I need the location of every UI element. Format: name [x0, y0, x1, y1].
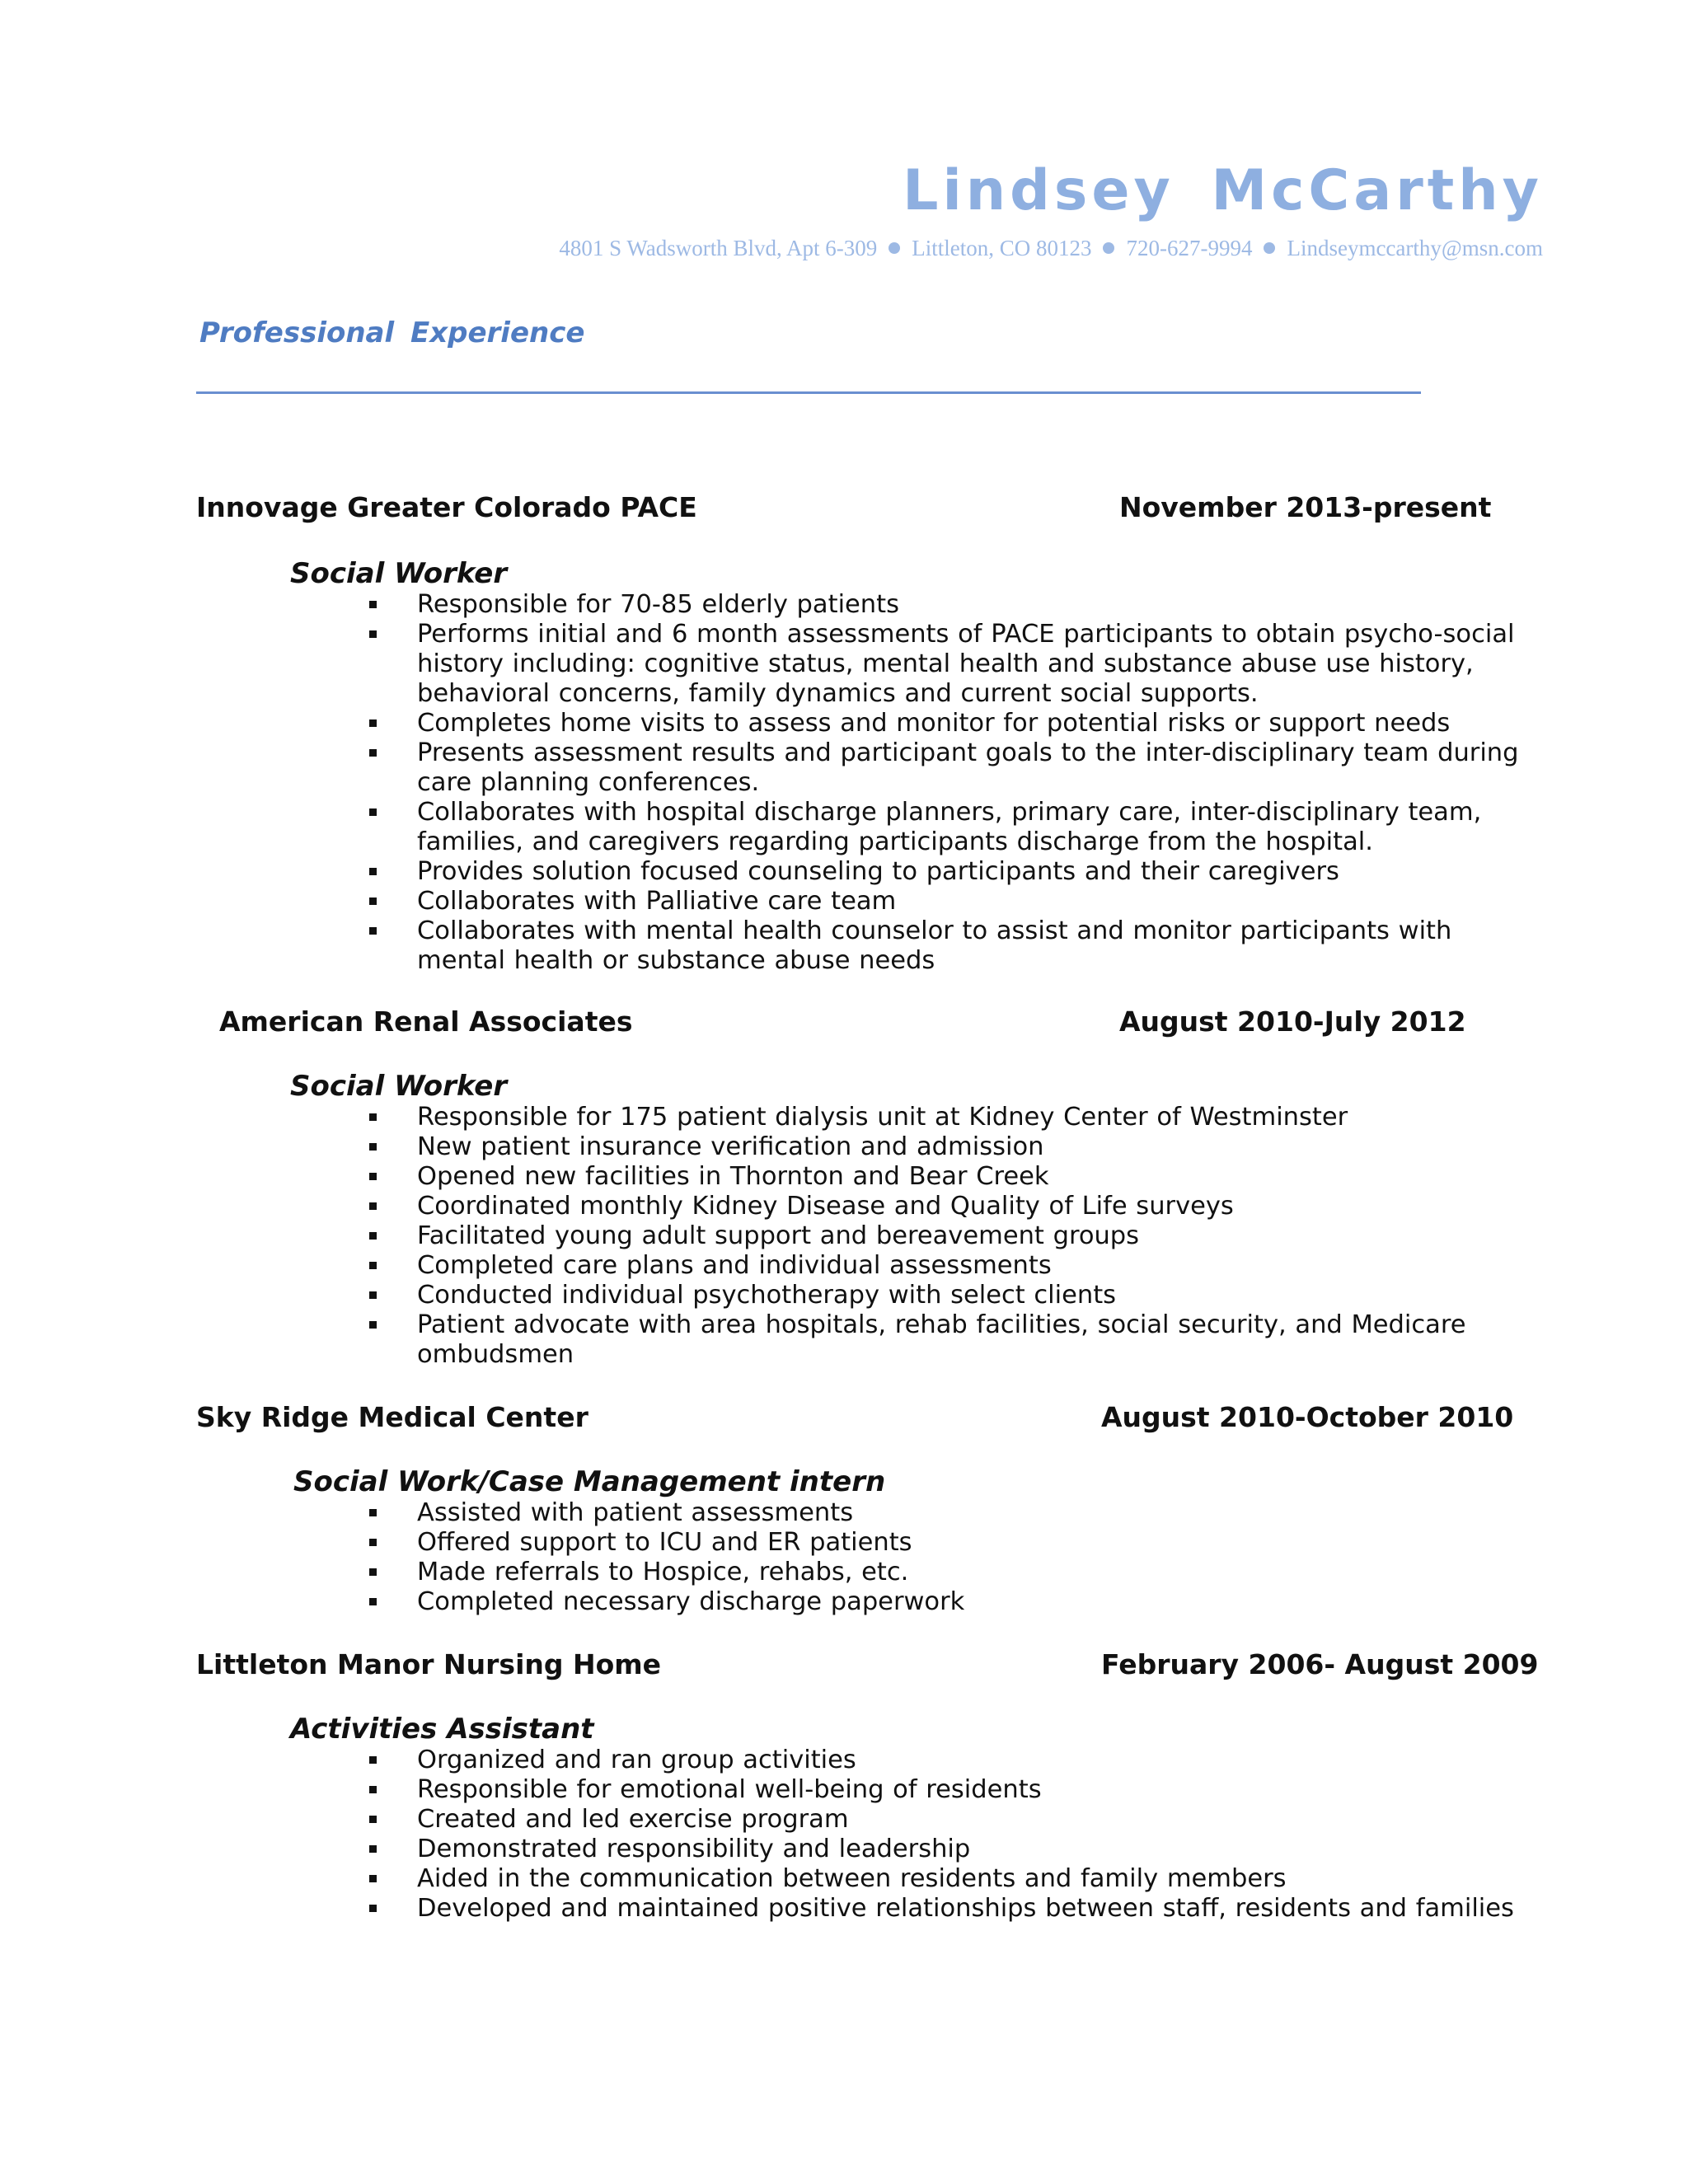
duty-item: Opened new facilities in Thornton and Bear Creek [369, 1162, 1540, 1192]
duty-item: Developed and maintained positive relationships between staff, residents and families [369, 1894, 1540, 1924]
city-text: Littleton, CO 80123 [912, 236, 1092, 260]
duty-item: Completed necessary discharge paperwork [369, 1587, 1540, 1617]
address-text: 4801 S Wadsworth Blvd, Apt 6-309 [559, 236, 878, 260]
candidate-name: Lindsey McCarthy [903, 158, 1543, 223]
bullet-separator-icon [889, 242, 900, 254]
employer-name: American Renal Associates [219, 1005, 633, 1038]
job-role: Activities Assistant [290, 1713, 594, 1746]
job-dates: November 2013-present [1119, 491, 1492, 523]
job-role: Social Worker [290, 1070, 508, 1103]
duty-item: Provides solution focused counseling to participants and their caregivers [369, 857, 1540, 887]
section-title: Professional Experience [199, 316, 585, 349]
job-role: Social Worker [290, 557, 508, 590]
duty-item: Coordinated monthly Kidney Disease and Quality of Life surveys [369, 1192, 1540, 1221]
duty-item: Aided in the communication between residents and family members [369, 1864, 1540, 1894]
duty-item: Collaborates with Palliative care team [369, 887, 1540, 916]
duty-item: Created and led exercise program [369, 1805, 1540, 1835]
duty-item: Collaborates with hospital discharge planners, primary care, inter-disciplinary team, families, and caregivers regarding participants discharge from the hospital. [369, 798, 1540, 857]
job-dates: August 2010-October 2010 [1101, 1401, 1514, 1433]
duty-item: Demonstrated responsibility and leadership [369, 1835, 1540, 1864]
duty-item: Responsible for 175 patient dialysis unit at Kidney Center of Westminster [369, 1103, 1540, 1132]
email-text: Lindseymccarthy@msn.com [1287, 236, 1543, 260]
job-duties-list [369, 1103, 1540, 1370]
contact-line [559, 236, 1543, 261]
duty-item: Patient advocate with area hospitals, rehab facilities, social security, and Medicare ombudsmen [369, 1310, 1540, 1370]
duty-item: Responsible for emotional well-being of residents [369, 1775, 1540, 1805]
section-divider [196, 391, 1421, 394]
phone-text: 720-627-9994 [1126, 236, 1253, 260]
job-dates: February 2006- August 2009 [1101, 1648, 1539, 1680]
duty-item: New patient insurance verification and admission [369, 1132, 1540, 1162]
duty-item: Responsible for 70-85 elderly patients [369, 590, 1540, 620]
duty-item: Offered support to ICU and ER patients [369, 1528, 1540, 1558]
job-dates: August 2010-July 2012 [1119, 1005, 1466, 1038]
duty-item: Completes home visits to assess and monitor for potential risks or support needs [369, 709, 1540, 738]
employer-name: Littleton Manor Nursing Home [196, 1648, 662, 1680]
duty-item: Made referrals to Hospice, rehabs, etc. [369, 1558, 1540, 1587]
job-duties-list [369, 590, 1540, 976]
bullet-separator-icon [1264, 242, 1275, 254]
duty-item: Collaborates with mental health counselor to assist and monitor participants with mental health or substance abuse needs [369, 916, 1540, 976]
duty-item: Completed care plans and individual assessments [369, 1251, 1540, 1281]
duty-item: Performs initial and 6 month assessments of PACE participants to obtain psycho-social history including: cognitive status, mental health and substance abuse use history, behavioral concerns, family dynamics and current social supports. [369, 620, 1540, 709]
job-duties-list [369, 1498, 1540, 1617]
bullet-separator-icon [1103, 242, 1114, 254]
employer-name: Innovage Greater Colorado PACE [196, 491, 697, 523]
duty-item: Presents assessment results and participant goals to the inter-disciplinary team during care planning conferences. [369, 738, 1540, 798]
duty-item: Facilitated young adult support and bereavement groups [369, 1221, 1540, 1251]
duty-item: Conducted individual psychotherapy with select clients [369, 1281, 1540, 1310]
job-role: Social Work/Case Management intern [293, 1465, 886, 1498]
duty-item: Assisted with patient assessments [369, 1498, 1540, 1528]
duty-item: Organized and ran group activities [369, 1746, 1540, 1775]
employer-name: Sky Ridge Medical Center [196, 1401, 588, 1433]
job-duties-list [369, 1746, 1540, 1924]
